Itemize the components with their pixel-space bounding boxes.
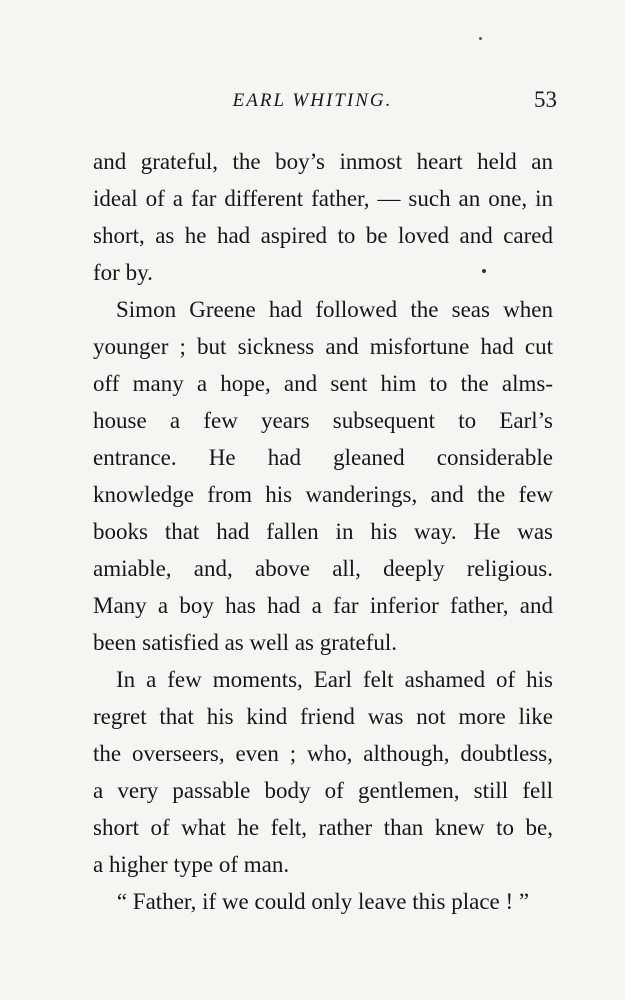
text-line: a higher type of man. — [93, 852, 290, 877]
text-line: regret that his kind friend was not more like — [93, 704, 553, 729]
text-line: younger ; but sickness and misfortune had cut — [93, 334, 553, 359]
page-number: 53 — [534, 87, 557, 112]
text-line: Many a boy has had a far inferior father, and — [93, 593, 553, 618]
ink-speck — [479, 37, 482, 40]
text-line: and grateful, the boy’s inmost heart held an — [93, 149, 553, 174]
dialogue-line: “ Father, if we could only leave this place ! ” — [116, 889, 530, 914]
text-line: amiable, and, above all, deeply religious. — [93, 556, 553, 581]
ink-speck — [482, 269, 486, 273]
text-line: been satisfied as well as grateful. — [93, 630, 397, 655]
text-line: the overseers, even ; who, although, doubtless, — [93, 741, 553, 766]
text-line: ideal of a far different father, — such an one, in — [93, 186, 553, 211]
text-line: short, as he had aspired to be loved and cared — [93, 223, 553, 248]
paragraph-start-line: Simon Greene had followed the seas when — [116, 297, 553, 322]
text-line: off many a hope, and sent him to the alms- — [93, 371, 553, 396]
text-line: house a few years subsequent to Earl’s — [93, 408, 553, 433]
text-line: books that had fallen in his way. He was — [93, 519, 553, 544]
text-line: a very passable body of gentlemen, still fell — [93, 778, 553, 803]
text-line: entrance. He had gleaned considerable — [93, 445, 553, 470]
running-title: EARL WHITING. — [232, 90, 393, 111]
text-line: for by. — [93, 260, 153, 285]
text-line: knowledge from his wanderings, and the few — [93, 482, 553, 507]
text-line: short of what he felt, rather than knew to be, — [93, 815, 553, 840]
paragraph-start-line: In a few moments, Earl felt ashamed of his — [116, 667, 553, 692]
